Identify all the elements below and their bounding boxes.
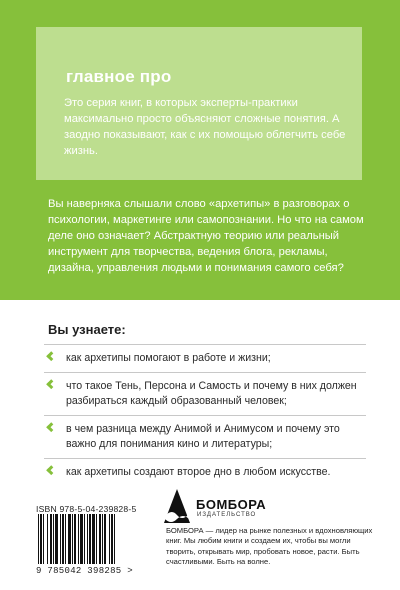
divider: [44, 415, 366, 416]
barcode-icon: [36, 514, 152, 564]
list-item-text: как архетипы создают второе дно в любом искусстве.: [66, 466, 331, 478]
series-title: главное про: [66, 67, 172, 86]
list-item: [44, 379, 366, 409]
bullet-chevron-icon: [46, 351, 56, 361]
publisher-blurb: БОМБОРА — лидер на рынке полезных и вдохновляющих книг. Мы любим книги и создаем их, чтобы вы могли творить, открывать мир, пробовать новое, расти. Быть счастливыми. Быть на волне.: [166, 526, 373, 567]
isbn-label: ISBN 978-5-04-239828-5: [36, 504, 137, 514]
publisher-subtitle: ИЗДАТЕЛЬСТВО: [197, 512, 257, 518]
list-item-text: в чем разница между Анимой и Анимусом и почему это важно для понимания кино и литературы;: [66, 423, 340, 450]
divider: [44, 344, 366, 345]
bullet-chevron-icon: [46, 379, 56, 389]
bombora-wave-logo-icon: [160, 485, 194, 525]
barcode-digits: 9 785042 398285 >: [36, 566, 133, 576]
learn-list: [44, 338, 366, 480]
list-item: [44, 465, 366, 480]
divider: [44, 458, 366, 459]
list-item: [44, 351, 366, 366]
list-item: [44, 422, 366, 452]
divider: [44, 372, 366, 373]
series-info-box: [36, 27, 362, 180]
publisher-name: БОМБОРА: [196, 497, 267, 512]
learn-heading: Вы узнаете:: [48, 322, 126, 337]
intro-paragraph: Вы наверняка слышали слово «архетипы» в разговорах о психологии, маркетинге или самопознании. Но что на самом деле оно означает? Абстрактную теорию или реальный инструмент для творчества, ведения блога, рекламы, дизайна, управления людьми и понимания самого себя?: [48, 198, 364, 274]
series-description: Это серия книг, в которых эксперты-практики максимально просто объясняют сложные понятия. А заодно показывают, как с их помощью облегчить себе жизнь.: [64, 97, 346, 157]
list-item-text: что такое Тень, Персона и Самость и почему в них должен разбираться каждый образованный человек;: [66, 380, 357, 407]
list-item-text: как архетипы помогают в работе и жизни;: [66, 352, 271, 364]
bullet-chevron-icon: [46, 465, 56, 475]
bullet-chevron-icon: [46, 422, 56, 432]
